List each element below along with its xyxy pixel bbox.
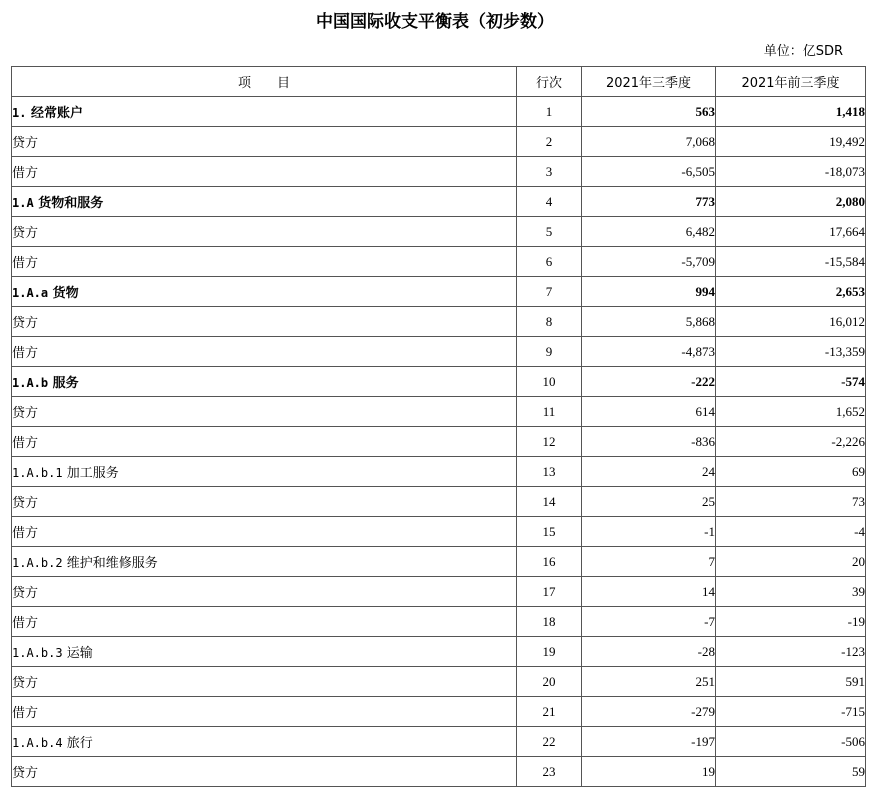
row-label: 服务 xyxy=(52,376,79,391)
row-label: 贷方 xyxy=(12,316,39,331)
row-item xyxy=(12,637,517,667)
table-row xyxy=(12,577,866,607)
row-label: 旅行 xyxy=(66,736,93,751)
row-item xyxy=(12,367,517,397)
row-line-number: 15 xyxy=(517,517,582,547)
row-ytd-value: 39 xyxy=(716,577,866,607)
row-code: 1.A.b.1 xyxy=(12,466,63,480)
row-code: 1.A.b.3 xyxy=(12,646,63,660)
row-q3-value: 14 xyxy=(582,577,716,607)
row-ytd-value: -574 xyxy=(716,367,866,397)
table-row xyxy=(12,127,866,157)
table-row xyxy=(12,517,866,547)
row-q3-value: 6,482 xyxy=(582,217,716,247)
row-label: 贷方 xyxy=(12,406,39,421)
table-row xyxy=(12,427,866,457)
table-row xyxy=(12,457,866,487)
row-label: 借方 xyxy=(12,706,39,721)
row-item xyxy=(12,157,517,187)
row-item xyxy=(12,577,517,607)
row-label: 运输 xyxy=(66,646,93,661)
row-ytd-value: -715 xyxy=(716,697,866,727)
header-item: 项 目 xyxy=(12,67,517,97)
table-row xyxy=(12,727,866,757)
row-q3-value: 251 xyxy=(582,667,716,697)
row-item xyxy=(12,487,517,517)
unit-label: 单位：亿SDR xyxy=(763,44,843,59)
row-ytd-value: -2,226 xyxy=(716,427,866,457)
row-label: 货物和服务 xyxy=(38,196,104,211)
row-item xyxy=(12,727,517,757)
row-ytd-value: -123 xyxy=(716,637,866,667)
row-line-number: 18 xyxy=(517,607,582,637)
row-code: 1. xyxy=(12,106,27,120)
row-label: 借方 xyxy=(12,166,39,181)
row-code: 1.A.b xyxy=(12,376,49,390)
row-q3-value: -222 xyxy=(582,367,716,397)
table-row xyxy=(12,277,866,307)
row-label: 借方 xyxy=(12,256,39,271)
row-ytd-value: -15,584 xyxy=(716,247,866,277)
row-line-number: 22 xyxy=(517,727,582,757)
row-q3-value: 25 xyxy=(582,487,716,517)
table-row xyxy=(12,487,866,517)
row-q3-value: -28 xyxy=(582,637,716,667)
row-item xyxy=(12,187,517,217)
row-label: 借方 xyxy=(12,526,39,541)
row-ytd-value: -13,359 xyxy=(716,337,866,367)
row-line-number: 3 xyxy=(517,157,582,187)
row-line-number: 4 xyxy=(517,187,582,217)
table-row xyxy=(12,307,866,337)
row-ytd-value: -506 xyxy=(716,727,866,757)
row-ytd-value: 59 xyxy=(716,757,866,787)
header-row xyxy=(12,67,866,97)
table-row xyxy=(12,367,866,397)
row-item xyxy=(12,97,517,127)
row-item xyxy=(12,427,517,457)
row-q3-value: 7 xyxy=(582,547,716,577)
row-ytd-value: -4 xyxy=(716,517,866,547)
row-line-number: 2 xyxy=(517,127,582,157)
table-row xyxy=(12,637,866,667)
row-code: 1.A.b.4 xyxy=(12,736,63,750)
row-item xyxy=(12,697,517,727)
row-line-number: 19 xyxy=(517,637,582,667)
row-line-number: 21 xyxy=(517,697,582,727)
row-line-number: 8 xyxy=(517,307,582,337)
row-ytd-value: -18,073 xyxy=(716,157,866,187)
row-item xyxy=(12,127,517,157)
row-label: 加工服务 xyxy=(66,466,119,481)
row-code: 1.A.a xyxy=(12,286,49,300)
table-row xyxy=(12,547,866,577)
row-item xyxy=(12,517,517,547)
row-label: 贷方 xyxy=(12,136,39,151)
row-line-number: 1 xyxy=(517,97,582,127)
row-q3-value: 614 xyxy=(582,397,716,427)
row-line-number: 17 xyxy=(517,577,582,607)
row-label: 借方 xyxy=(12,436,39,451)
row-ytd-value: 69 xyxy=(716,457,866,487)
row-label: 贷方 xyxy=(12,496,39,511)
row-q3-value: -4,873 xyxy=(582,337,716,367)
row-line-number: 23 xyxy=(517,757,582,787)
row-item xyxy=(12,217,517,247)
row-item xyxy=(12,307,517,337)
table-row xyxy=(12,157,866,187)
row-q3-value: 19 xyxy=(582,757,716,787)
page-title: 中国国际收支平衡表（初步数） xyxy=(316,12,554,32)
row-ytd-value: 2,080 xyxy=(716,187,866,217)
table-row xyxy=(12,247,866,277)
table-row xyxy=(12,697,866,727)
row-line-number: 7 xyxy=(517,277,582,307)
row-ytd-value: -19 xyxy=(716,607,866,637)
row-code: 1.A.b.2 xyxy=(12,556,63,570)
row-q3-value: 563 xyxy=(582,97,716,127)
row-label: 借方 xyxy=(12,616,39,631)
row-item xyxy=(12,607,517,637)
row-item xyxy=(12,547,517,577)
row-line-number: 20 xyxy=(517,667,582,697)
row-q3-value: 24 xyxy=(582,457,716,487)
row-line-number: 9 xyxy=(517,337,582,367)
bop-table xyxy=(11,66,866,787)
table-row xyxy=(12,397,866,427)
row-line-number: 5 xyxy=(517,217,582,247)
row-label: 贷方 xyxy=(12,226,39,241)
row-q3-value: -1 xyxy=(582,517,716,547)
row-label: 贷方 xyxy=(12,766,39,781)
table-row xyxy=(12,757,866,787)
row-ytd-value: 1,418 xyxy=(716,97,866,127)
row-q3-value: 7,068 xyxy=(582,127,716,157)
row-q3-value: 994 xyxy=(582,277,716,307)
row-label: 维护和维修服务 xyxy=(66,556,158,571)
row-line-number: 12 xyxy=(517,427,582,457)
row-q3-value: -6,505 xyxy=(582,157,716,187)
row-label: 贷方 xyxy=(12,676,39,691)
row-ytd-value: 17,664 xyxy=(716,217,866,247)
table-row xyxy=(12,607,866,637)
row-ytd-value: 1,652 xyxy=(716,397,866,427)
row-ytd-value: 20 xyxy=(716,547,866,577)
table-row xyxy=(12,217,866,247)
row-label: 借方 xyxy=(12,346,39,361)
row-ytd-value: 591 xyxy=(716,667,866,697)
row-line-number: 14 xyxy=(517,487,582,517)
row-q3-value: 773 xyxy=(582,187,716,217)
row-item xyxy=(12,397,517,427)
row-item xyxy=(12,337,517,367)
row-label: 贷方 xyxy=(12,586,39,601)
row-line-number: 16 xyxy=(517,547,582,577)
row-line-number: 13 xyxy=(517,457,582,487)
table-row xyxy=(12,97,866,127)
table-row xyxy=(12,187,866,217)
table-body xyxy=(12,97,866,787)
row-ytd-value: 16,012 xyxy=(716,307,866,337)
row-line-number: 6 xyxy=(517,247,582,277)
row-item xyxy=(12,757,517,787)
row-ytd-value: 19,492 xyxy=(716,127,866,157)
header-ytd: 2021年前三季度 xyxy=(716,67,866,97)
table-row xyxy=(12,337,866,367)
row-q3-value: -7 xyxy=(582,607,716,637)
row-q3-value: 5,868 xyxy=(582,307,716,337)
row-q3-value: -279 xyxy=(582,697,716,727)
row-line-number: 11 xyxy=(517,397,582,427)
row-label: 货物 xyxy=(52,286,79,301)
row-ytd-value: 2,653 xyxy=(716,277,866,307)
row-item xyxy=(12,667,517,697)
row-label: 经常账户 xyxy=(30,106,83,121)
row-line-number: 10 xyxy=(517,367,582,397)
row-ytd-value: 73 xyxy=(716,487,866,517)
header-q3: 2021年三季度 xyxy=(582,67,716,97)
header-line: 行次 xyxy=(517,67,582,97)
row-q3-value: -197 xyxy=(582,727,716,757)
row-q3-value: -836 xyxy=(582,427,716,457)
row-item xyxy=(12,247,517,277)
row-item xyxy=(12,277,517,307)
row-item xyxy=(12,457,517,487)
row-code: 1.A xyxy=(12,196,34,210)
row-q3-value: -5,709 xyxy=(582,247,716,277)
table-row xyxy=(12,667,866,697)
